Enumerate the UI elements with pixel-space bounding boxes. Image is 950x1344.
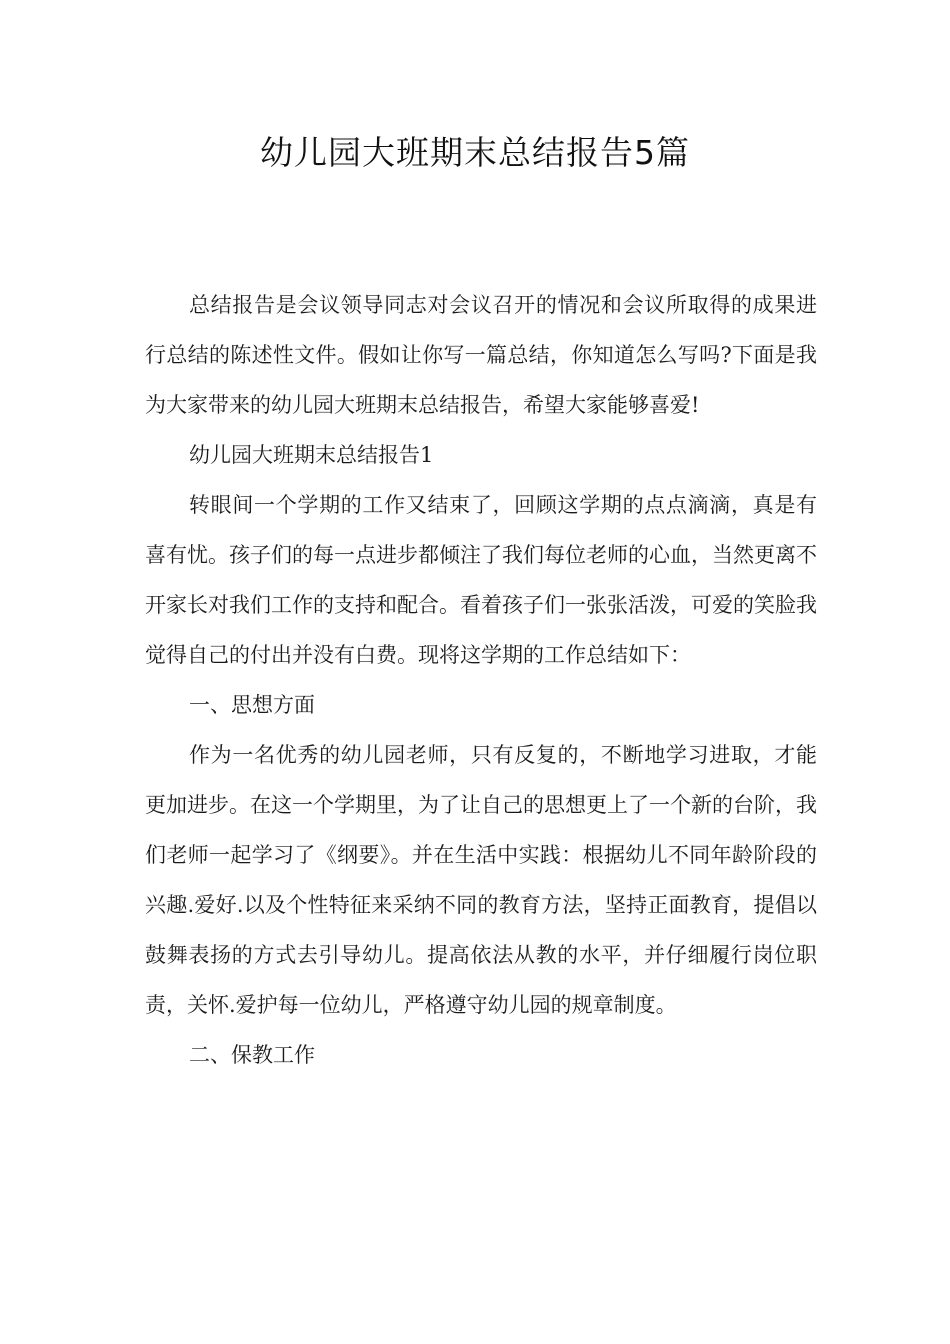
- document-title: 幼儿园大班期末总结报告5篇: [260, 133, 690, 172]
- thought-paragraph: 作为一名优秀的幼儿园老师，只有反复的，不断地学习进取，才能更加进步。在这一个学期里，为了让自己的思想更上了一个新的台阶，我们老师一起学习了《纲要》。并在生活中实践：根据幼儿不同年龄阶段的兴趣.爱好.以及个性特征来采纳不同的教育方法，坚持正面教育，提倡以鼓舞表扬的方式去引导幼儿。提高依法从教的水平，并仔细履行岗位职责，关怀.爱护每一位幼儿，严格遵守幼儿园的规章制度。: [145, 743, 817, 1017]
- section-heading-report-1: 幼儿园大班期末总结报告1: [189, 443, 434, 467]
- document-body: [145, 280, 817, 1080]
- intro-paragraph: 总结报告是会议领导同志对会议召开的情况和会议所取得的成果进行总结的陈述性文件。假如让你写一篇总结，你知道怎么写吗?下面是我为大家带来的幼儿园大班期末总结报告，希望大家能够喜爱!: [145, 293, 817, 417]
- section-heading-thought: 一、思想方面: [189, 693, 315, 717]
- section-heading-care-education: 二、保教工作: [189, 1043, 315, 1067]
- report-1-paragraph: 转眼间一个学期的工作又结束了，回顾这学期的点点滴滴，真是有喜有忧。孩子们的每一点进步都倾注了我们每位老师的心血，当然更离不开家长对我们工作的支持和配合。看着孩子们一张张活泼，可爱的笑脸我觉得自己的付出并没有白费。现将这学期的工作总结如下：: [145, 493, 817, 667]
